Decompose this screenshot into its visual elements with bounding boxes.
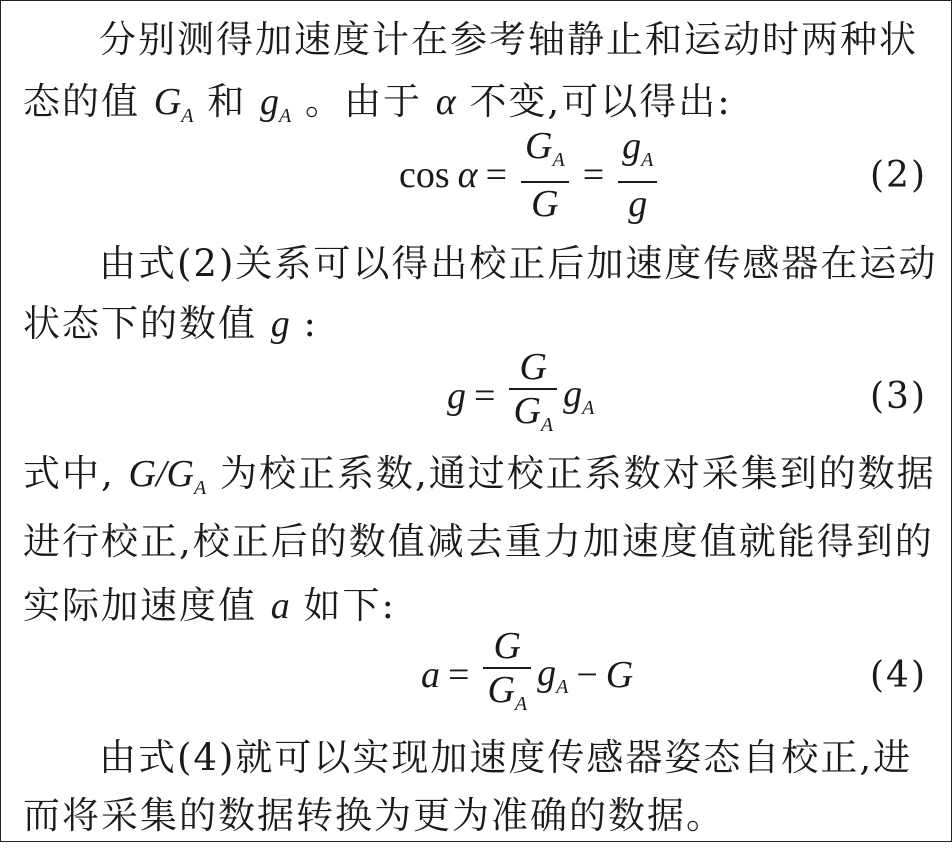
symbol-a: a	[270, 585, 290, 627]
fraction-G-over-GA: $\frac{G}{G_A}$	[509, 346, 557, 446]
fraction-gA-over-g: $\frac{g_A}{g}$	[618, 125, 657, 225]
symbol-G-over-GA: $G/G_A$	[128, 453, 207, 499]
text: 态的值	[23, 80, 140, 123]
text: 式中,	[23, 452, 115, 495]
symbol-g-A: $g_A$	[563, 373, 595, 419]
minus-sign: −	[576, 654, 598, 696]
text: 。由于	[304, 80, 422, 123]
equals-sign: =	[448, 654, 470, 696]
text: 而将采集的数据转换为更为准确的数据。	[23, 794, 725, 837]
text: 分别测得加速度计在参考轴静止和运动时两种状	[99, 18, 918, 61]
text: 状态下的数值	[23, 302, 257, 345]
equation-number: (4)	[870, 655, 927, 696]
text: 不变,可以得出:	[469, 80, 732, 123]
equation-number: (2)	[870, 155, 927, 196]
symbol-G-A: $G_A$	[153, 81, 194, 127]
paragraph-2-line-1	[23, 229, 952, 298]
symbol-a: a	[421, 654, 440, 696]
fraction-GA-over-G: $\frac{G_A}{G}$	[521, 125, 569, 225]
text: 如下:	[303, 584, 396, 627]
text: 进行校正,校正后的数值减去重力加速度值就能得到的	[23, 520, 934, 563]
symbol-g: g	[447, 375, 466, 417]
fraction-G-over-GA: $\frac{G}{G_A}$	[483, 625, 531, 725]
paragraph-1-line-1	[23, 5, 952, 74]
equation-number: (3)	[870, 376, 927, 417]
symbol-G: G	[605, 654, 634, 696]
symbol-g-A: $g_A$	[537, 652, 569, 698]
equals-sign: =	[485, 154, 508, 196]
symbol-alpha: α	[435, 81, 456, 123]
paragraph-4-line-2	[23, 781, 933, 850]
equals-sign: =	[582, 154, 605, 196]
equation-4	[1, 625, 952, 725]
text: 为校正系数,通过校正系数对采集到的数据	[219, 452, 936, 495]
equals-sign: =	[474, 375, 496, 417]
symbol-g: g	[270, 303, 290, 345]
text: 由式(2)关系可以得出校正后加速度传感器在运动	[99, 242, 938, 285]
symbol-g-A: $g_A$	[259, 81, 292, 127]
symbol-alpha: α	[457, 154, 478, 196]
text: 和	[207, 80, 247, 123]
text: 实际加速度值	[23, 584, 257, 627]
paragraph-3-line-2	[23, 507, 933, 576]
cos-operator: cos	[399, 154, 450, 196]
equation-2	[1, 125, 952, 225]
text: :	[303, 302, 318, 345]
equation-3	[1, 346, 952, 446]
text: 由式(4)就可以实现加速度传感器姿态自校正,进	[99, 736, 913, 779]
